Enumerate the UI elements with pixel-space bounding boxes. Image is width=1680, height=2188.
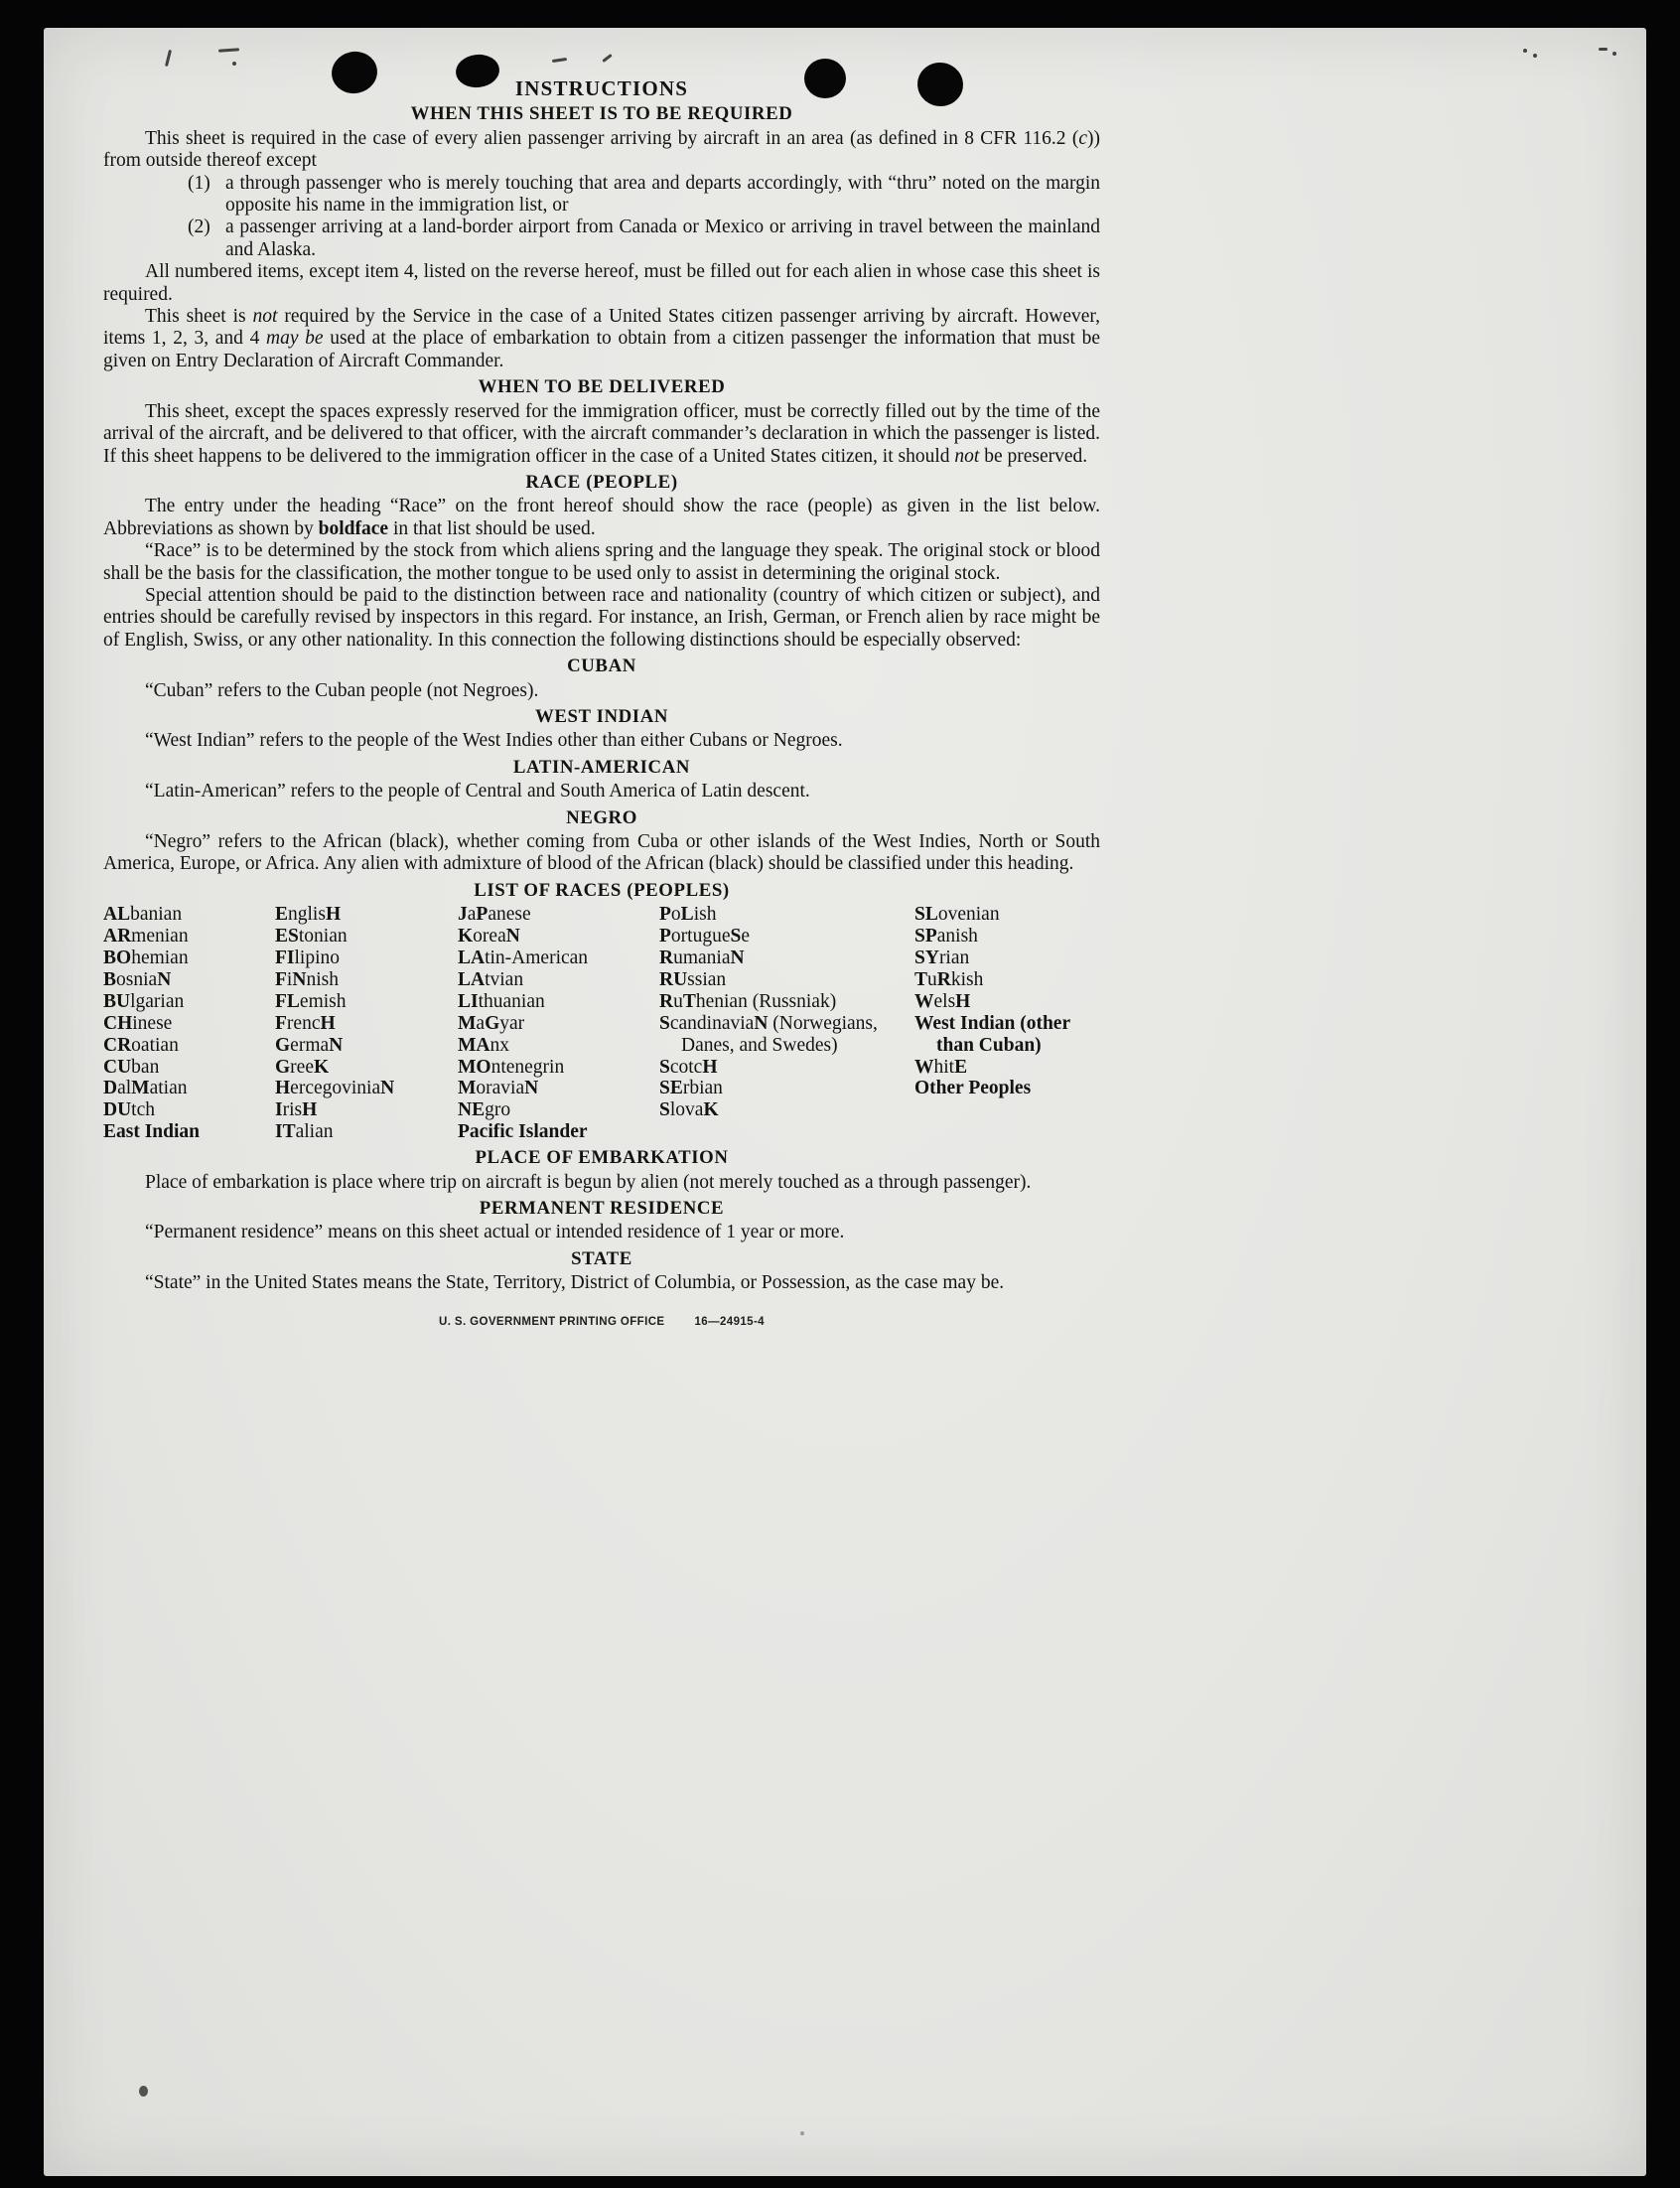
- race-name: SPanish: [914, 926, 978, 948]
- scan-artifact: [1523, 49, 1527, 53]
- section-heading: WEST INDIAN: [534, 705, 669, 727]
- race-name: ScandinaviaN (Norwegians, Danes, and Swedes): [659, 1012, 878, 1056]
- race-name: NEgro: [458, 1099, 511, 1121]
- scan-artifact: [552, 58, 567, 63]
- race-name: MaGyar: [458, 1012, 525, 1034]
- race-name: SlovaK: [659, 1099, 719, 1121]
- race-list-section: [103, 880, 1100, 1143]
- race-name: ScotcH: [659, 1056, 718, 1078]
- paragraph: “Negro” refers to the African (black), whether coming from Cuba or other islands of the West Indies, North or South America, Europe, or Africa. Any alien with admixture of blood of the African (black) should be classified under this heading.: [103, 831, 1100, 875]
- race-name: BOhemian: [103, 948, 189, 969]
- page-title: INSTRUCTIONS: [514, 76, 689, 100]
- race-name: GermaN: [275, 1034, 344, 1056]
- race-name: FLemish: [275, 990, 347, 1012]
- paragraph: “Cuban” refers to the Cuban people (not Negroes).: [145, 679, 539, 701]
- race-name: BosniaN: [103, 968, 172, 990]
- scan-artifact: [232, 62, 236, 66]
- race-name: RUssian: [659, 968, 727, 990]
- race-list-columns: [103, 904, 1100, 1143]
- race-column: [103, 904, 275, 1143]
- scan-artifact: [165, 50, 172, 67]
- printing-office-imprint: [103, 1311, 1100, 1333]
- paragraph: This sheet is not required by the Service in the case of a United States citizen passenger arriving by aircraft. However, items 1, 2, 3, and 4 may be used at the place of embarkation to obtain from a citizen passenger the information that must be given on Entry Declaration of Aircraft Commander.: [103, 306, 1100, 371]
- race-name: SYrian: [914, 948, 970, 969]
- race-name: CRoatian: [103, 1034, 179, 1056]
- paragraph: This sheet is required in the case of every alien passenger arriving by aircraft in an area (as defined in 8 CFR 116.2 (c)) from outside thereof except: [103, 127, 1100, 172]
- race-name: DUtch: [103, 1099, 155, 1121]
- section-heading: STATE: [571, 1247, 632, 1269]
- race-name: IrisH: [275, 1099, 318, 1121]
- imprint-text: U. S. GOVERNMENT PRINTING OFFICE: [439, 1315, 665, 1328]
- race-name: ALbanian: [103, 904, 183, 926]
- section-heading: PERMANENT RESIDENCE: [479, 1198, 725, 1219]
- race-name: LIthuanian: [458, 990, 545, 1012]
- race-name: RumaniaN: [659, 948, 745, 969]
- numbered-item: (1) a through passenger who is merely touching that area and departs accordingly, with “thru” noted on the margin opposite his name in the immigration list, or: [188, 172, 1100, 217]
- race-name: WhitE: [914, 1056, 968, 1078]
- scan-artifact: [602, 54, 613, 63]
- race-name: SLovenian: [914, 904, 1000, 926]
- race-column: [458, 904, 659, 1143]
- section-heading: WHEN TO BE DELIVERED: [478, 376, 726, 398]
- race-name: PoLish: [659, 904, 717, 926]
- section-heading: LATIN-AMERICAN: [512, 756, 691, 778]
- race-name: TuRkish: [914, 968, 984, 990]
- race-name: CUban: [103, 1056, 160, 1078]
- race-name: PortugueSe: [659, 926, 751, 948]
- race-name: SErbian: [659, 1078, 723, 1099]
- scan-artifact: [218, 48, 239, 52]
- section-heading: NEGRO: [566, 806, 637, 828]
- race-name: West Indian (other than Cuban): [914, 1012, 1070, 1056]
- section-heading: WHEN THIS SHEET IS TO BE REQUIRED: [410, 103, 793, 125]
- paragraph: “Race” is to be determined by the stock from which aliens spring and the language they speak. The original stock or blood shall be the basis for the classification, the mother tongue to be used only to assist in determining the original stock.: [103, 540, 1100, 584]
- race-column: [914, 904, 1100, 1143]
- paper-sheet: [44, 28, 1646, 2176]
- race-column: [275, 904, 458, 1143]
- document-content: [103, 77, 1100, 1333]
- paragraph: “Permanent residence” means on this sheet actual or intended residence of 1 year or more.: [145, 1222, 845, 1243]
- race-name: ARmenian: [103, 926, 189, 948]
- section-heading: PLACE OF EMBARKATION: [475, 1147, 729, 1169]
- race-name: Pacific Islander: [458, 1121, 588, 1143]
- race-name: HercegoviniaN: [275, 1078, 395, 1099]
- instructions-body-bottom: [103, 1147, 1100, 1294]
- scan-artifact: [1612, 52, 1616, 56]
- race-name: ITalian: [275, 1121, 334, 1143]
- item-number: (1): [188, 172, 210, 194]
- item-number: (2): [188, 217, 210, 238]
- paragraph: “West Indian” refers to the people of the West Indies other than either Cubans or Negroes.: [145, 730, 843, 752]
- race-name: Other Peoples: [914, 1078, 1032, 1099]
- instructions-body-top: [103, 103, 1100, 875]
- race-name: FrencH: [275, 1012, 336, 1034]
- race-name: MAnx: [458, 1034, 509, 1056]
- race-name: JaPanese: [458, 904, 531, 926]
- race-name: MOntenegrin: [458, 1056, 565, 1078]
- race-name: CHinese: [103, 1012, 173, 1034]
- paragraph: All numbered items, except item 4, listed on the reverse hereof, must be filled out for each alien in whose case this sheet is required.: [103, 261, 1100, 305]
- race-list-heading: LIST OF RACES (PEOPLES): [474, 879, 730, 901]
- race-name: DalMatian: [103, 1078, 188, 1099]
- race-name: FiNnish: [275, 968, 339, 990]
- paragraph: Place of embarkation is place where trip on aircraft is begun by alien (not merely touched as a through passenger).: [145, 1171, 1032, 1193]
- numbered-item: (2) a passenger arriving at a land-border airport from Canada or Mexico or arriving in travel between the mainland and Alaska.: [188, 217, 1100, 260]
- race-name: KoreaN: [458, 926, 520, 948]
- scan-artifact: [800, 2131, 804, 2135]
- race-name: GreeK: [275, 1056, 330, 1078]
- race-name: EnglisH: [275, 904, 342, 926]
- race-name: BUlgarian: [103, 990, 185, 1012]
- paragraph: Special attention should be paid to the distinction between race and nationality (country of which citizen or subject), and entries should be carefully revised by inspectors in this regard. For instance, an Irish, German, or French alien by race might be of English, Swiss, or any other nationality. In this connection the following distinctions should be especially observed:: [103, 584, 1100, 651]
- paragraph: This sheet, except the spaces expressly reserved for the immigration officer, must be correctly filled out by the time of the arrival of the aircraft, and be delivered to that officer, with the aircraft commander’s declaration in which the passenger is listed. If this sheet happens to be delivered to the immigration officer in the case of a United States citizen, it should not be preserved.: [103, 400, 1100, 467]
- race-name: MoraviaN: [458, 1078, 539, 1099]
- race-name: FIlipino: [275, 948, 341, 969]
- race-name: WelsH: [914, 990, 971, 1012]
- race-name: LAtvian: [458, 968, 524, 990]
- race-name: RuThenian (Russniak): [659, 990, 837, 1012]
- scan-artifact: [1533, 54, 1537, 58]
- paragraph: The entry under the heading “Race” on the front hereof should show the race (people) as given in the list below. Abbreviations as shown by boldface in that list should be used.: [103, 496, 1100, 539]
- race-column: [659, 904, 914, 1143]
- section-heading: CUBAN: [567, 656, 636, 677]
- scan-artifact: [1599, 48, 1608, 51]
- scan-artifact: [139, 2086, 148, 2097]
- section-heading: RACE (PEOPLE): [525, 471, 678, 493]
- race-name: EStonian: [275, 926, 348, 948]
- paragraph: “Latin-American” refers to the people of Central and South America of Latin descent.: [145, 781, 810, 802]
- race-name: East Indian: [103, 1121, 201, 1143]
- race-name: LAtin-American: [458, 948, 589, 969]
- paragraph: “State” in the United States means the State, Territory, District of Columbia, or Possession, as the case may be.: [145, 1272, 1005, 1294]
- form-number: 16—24915-4: [694, 1315, 765, 1328]
